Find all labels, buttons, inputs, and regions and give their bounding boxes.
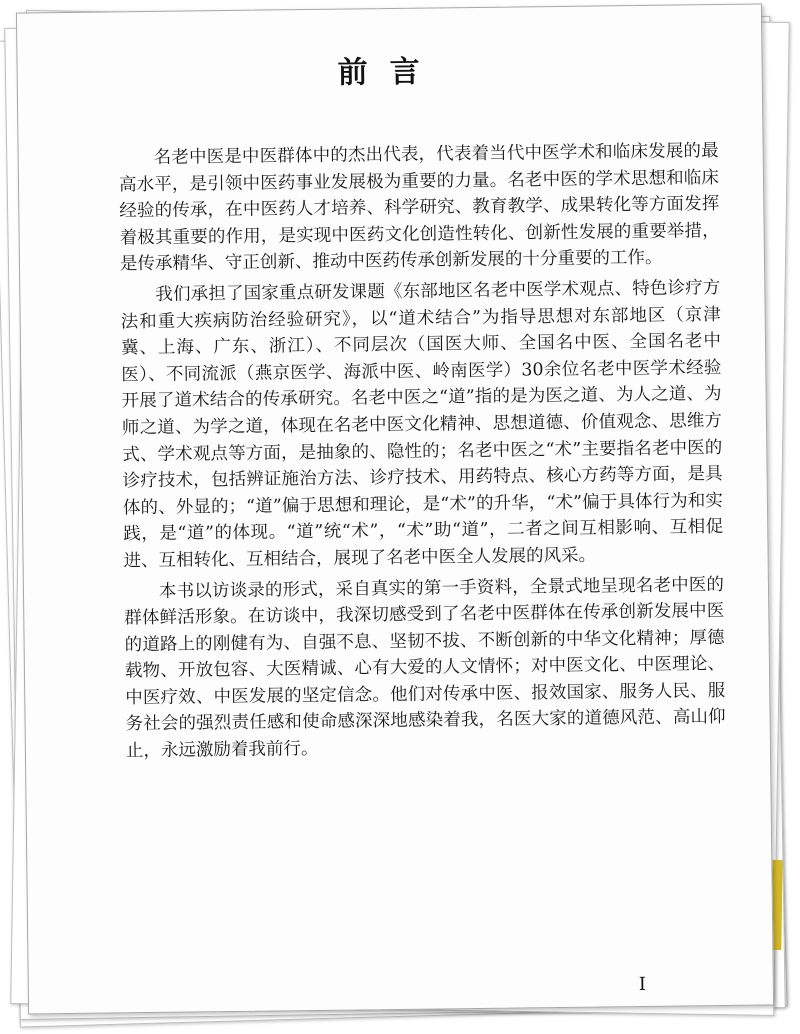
paragraph: 我们承担了国家重点研发课题《东部地区名老中医学术观点、特色诊疗方法和重大疾病防治经验研究》，以“道术结合”为指导思想对东部地区（京津冀、上海、广东、浙江）、不同层次（国医大师、全国名中医、全国名老中医）、不同流派（燕京医学、海派中医、岭南医学）30余位名老中医学术经验开展了道术结合的传承研究。名老中医之“道”指的是为医之道、为人之道、为师之道、为学之道，体现在名老中医文化精神、思想道德、价值观念、思维方式、学术观点等方面，是抽象的、隐性的；名老中医之“术”主要指名老中医的诊疗技术，包括辨证施治方法、诊疗技术、用药特点、核心方药等方面，是具体的、外显的；“道”偏于思想和理论，是“术”的升华，“术”偏于具体行为和实践，是“道”的体现。“道”统“术”，“术”助“道”，二者之间互相影响、互相促进、互相转化、互相结合，展现了名老中医全人发展的风采。	[120, 277, 724, 572]
body-text	[119, 138, 727, 769]
page-number: I	[638, 973, 647, 996]
paragraph: 名老中医是中医群体中的杰出代表，代表着当代中医学术和临床发展的最高水平，是引领中医药事业发展极为重要的力量。名老中医的学术思想和临床经验的传承，在中医药人才培养、科学研究、教育教学、成果转化等方面发挥着极其重要的作用，是实现中医药文化创造性转化、创新性发展的重要举措，是传承精华、守正创新、推动中医药传承创新发展的十分重要的工作。	[118, 141, 720, 275]
paragraph: 本书以访谈录的形式，采自真实的第一手资料，全景式地呈现名老中医的群体鲜活形象。在访谈中，我深切感受到了名老中医群体在传承创新发展中医的道路上的刚健有为、自强不息、坚韧不拔、不断创新的中华文化精神；厚德载物、开放包容、大医精诚、心有大爱的人文情怀；对中医文化、中医理论、中医疗效、中医发展的坚定信念。他们对传承中医、报效国家、服务人民、服务社会的强烈责任感和使命感深深地感染着我，名医大家的道德风范、高山仰止，永远激励着我前行。	[124, 574, 726, 762]
page-title: 前言	[337, 54, 442, 91]
document-page	[16, 3, 774, 1014]
